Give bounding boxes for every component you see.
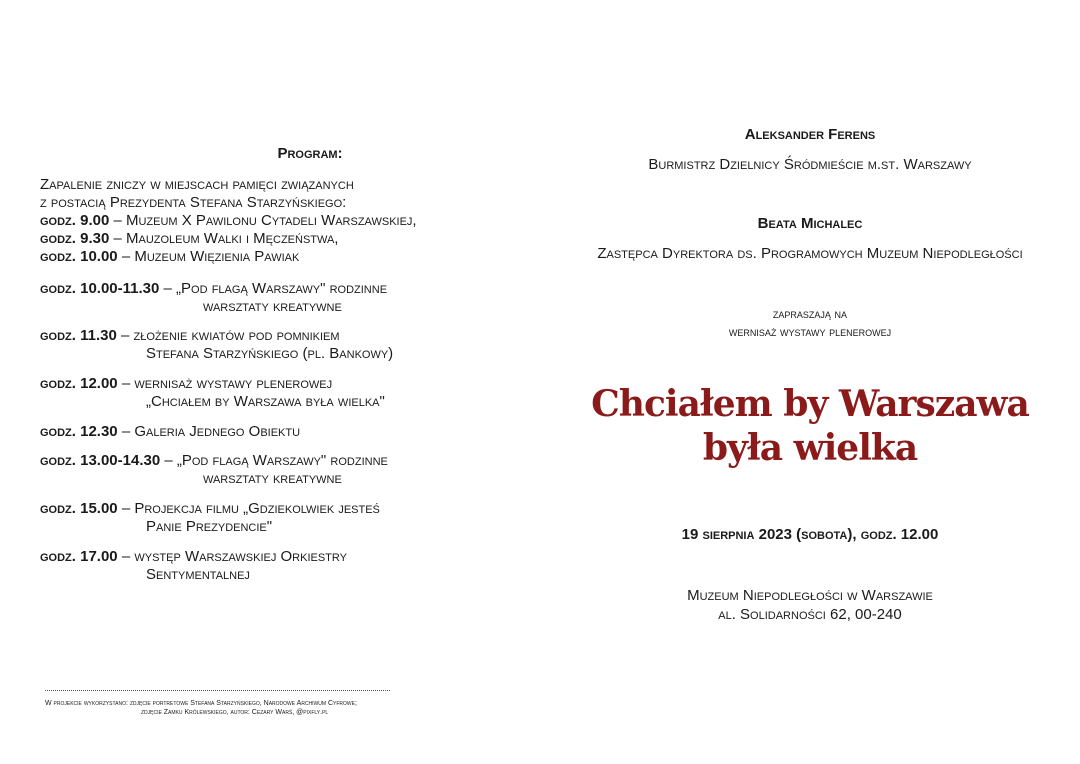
schedule-desc: „Pod flagą Warszawy" rodzinne [176, 452, 388, 469]
schedule-item [40, 423, 510, 441]
intro-desc: – Muzeum X Pawilonu Cytadeli Warszawskiej, [109, 212, 417, 229]
intro-time: godz. 10.00 [40, 248, 118, 265]
schedule-time: godz. 15.00 [40, 500, 118, 517]
intro-item [40, 212, 520, 230]
program-intro [40, 176, 520, 266]
schedule-item [40, 280, 510, 316]
invite-line: wernisaż wystawy plenerowej [728, 324, 892, 339]
exhibition-title-line: Chciałem by Warszawa [591, 383, 1029, 425]
schedule-time: godz. 12.30 [40, 423, 118, 440]
schedule-item [40, 452, 510, 488]
schedule-time: godz. 13.00-14.30 [40, 452, 161, 469]
intro-item [40, 248, 520, 266]
schedule-time: godz. 12.00 [40, 375, 118, 392]
schedule-desc: wernisaż wystawy plenerowej [134, 375, 333, 392]
schedule-desc-cont: warsztaty kreatywne [203, 470, 342, 487]
schedule-desc-cont: Stefana Starzyńskiego (pl. Bankowy) [146, 345, 394, 362]
schedule-desc-cont: warsztaty kreatywne [203, 298, 342, 315]
schedule-desc-cont: Panie Prezydencie" [146, 518, 273, 535]
schedule-time: godz. 11.30 [40, 327, 117, 344]
invite-text [545, 305, 1075, 341]
host-name: Aleksander Ferens [744, 126, 876, 143]
exhibition-title [545, 382, 1075, 470]
schedule-desc: występ Warszawskiej Orkiestry [134, 548, 347, 565]
intro-time: godz. 9.00 [40, 212, 110, 229]
schedule-sep: – [160, 452, 177, 469]
invite-line: zapraszają na [772, 306, 848, 321]
schedule-item [40, 548, 510, 584]
exhibition-title-line: była wielka [702, 427, 918, 469]
program-heading: Program: [277, 145, 343, 162]
schedule-time: godz. 10.00-11.30 [40, 280, 160, 297]
intro-time: godz. 9.30 [40, 230, 110, 247]
venue-line: al. Solidarności 62, 00-240 [718, 606, 902, 623]
event-date: 19 sierpnia 2023 (sobota), godz. 12.00 [681, 526, 939, 543]
schedule-sep: – [117, 548, 135, 565]
schedule-desc-cont: Sentymentalnej [146, 566, 250, 583]
host-role: Burmistrz Dzielnicy Śródmieście m.st. Warszawy [648, 156, 972, 173]
schedule-desc: „Pod flagą Warszawy" rodzinne [176, 280, 388, 297]
schedule-sep: – [117, 375, 135, 392]
intro-item [40, 230, 520, 248]
schedule-desc: złożenie kwiatów pod pomnikiem [133, 327, 340, 344]
dotted-divider [45, 690, 390, 691]
schedule-sep: – [159, 280, 177, 297]
intro-line: Zapalenie zniczy w miejscach pamięci związanych [40, 176, 354, 193]
schedule-time: godz. 17.00 [40, 548, 118, 565]
host-name: Beata Michalec [757, 215, 863, 232]
intro-line: z postacią Prezydenta Stefana Starzyńskiego: [40, 194, 347, 211]
credits-footer [45, 690, 395, 717]
schedule-desc: Galeria Jednego Obiektu [134, 423, 301, 440]
schedule-desc-cont: „Chciałem by Warszawa była wielka" [146, 393, 385, 410]
event-venue [545, 586, 1075, 624]
schedule-item [40, 327, 510, 363]
schedule-sep: – [117, 500, 135, 517]
intro-desc: – Muzeum Więzienia Pawiak [117, 248, 300, 265]
host-role: Zastępca Dyrektora ds. Programowych Muzeum Niepodległości [597, 245, 1023, 262]
schedule-item [40, 500, 510, 536]
intro-desc: – Mauzoleum Walki i Męczeństwa, [109, 230, 339, 247]
venue-line: Muzeum Niepodległości w Warszawie [687, 587, 933, 604]
credits-line: zdjęcie Zamku Królewskiego, autor: Cezary Warś, @pixfly.pl [141, 709, 329, 716]
schedule-sep: – [116, 327, 134, 344]
schedule-item [40, 375, 510, 411]
credits-line: W projekcie wykorzystano: zdjęcie portretowe Stefana Starzyńskiego, Narodowe Archiwum Cyfrowe; [45, 700, 357, 707]
schedule-sep: – [117, 423, 135, 440]
schedule-desc: Projekcja filmu „Gdziekolwiek jesteś [134, 500, 380, 517]
